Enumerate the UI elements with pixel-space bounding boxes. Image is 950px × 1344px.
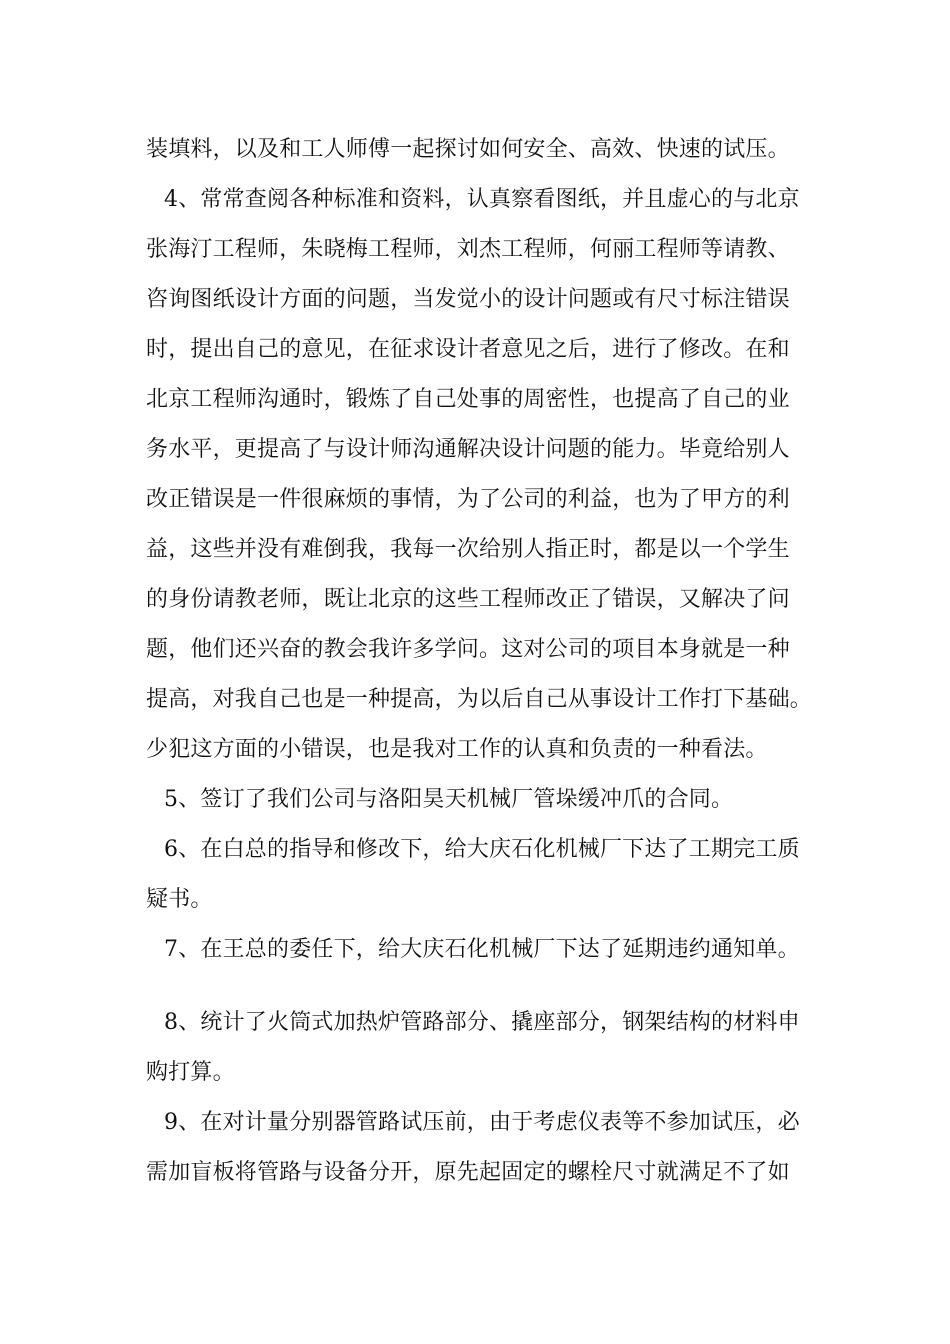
- text-line: 益，这些并没有难倒我，我每一次给别人指正时，都是以一个学生: [146, 537, 790, 562]
- text-line: 少犯这方面的小错误，也是我对工作的认真和负责的一种看法。: [146, 737, 768, 762]
- text-line: 购打算。: [146, 1060, 235, 1085]
- text-line: 时，提出自己的意见，在征求设计者意见之后，进行了修改。在和: [146, 337, 790, 362]
- text-line: 装填料，以及和工人师傅一起探讨如何安全、高效、快速的试压。: [146, 137, 790, 162]
- text-line: 北京工程师沟通时，锻炼了自己处事的周密性，也提高了自己的业: [146, 387, 790, 412]
- text-line: 的身份请教老师，既让北京的这些工程师改正了错误，又解决了问: [146, 587, 790, 612]
- text-line: 8、统计了火筒式加热炉管路部分、撬座部分，钢架结构的材料申: [164, 1010, 800, 1035]
- text-line: 提高，对我自己也是一种提高，为以后自己从事设计工作打下基础。: [146, 687, 813, 712]
- text-line: 题，他们还兴奋的教会我许多学问。这对公司的项目本身就是一种: [146, 637, 790, 662]
- text-line: 7、在王总的委任下，给大庆石化机械厂下达了延期违约通知单。: [164, 937, 800, 962]
- text-line: 9、在对计量分别器管路试压前，由于考虑仪表等不参加试压，必: [164, 1110, 800, 1135]
- text-line: 5、签订了我们公司与洛阳昊天机械厂管垛缓冲爪的合同。: [164, 787, 734, 812]
- text-line: 疑书。: [146, 887, 213, 912]
- text-line: 需加盲板将管路与设备分开，原先起固定的螺栓尺寸就满足不了如: [146, 1160, 790, 1185]
- text-line: 改正错误是一件很麻烦的事情，为了公司的利益，也为了甲方的利: [146, 487, 790, 512]
- text-line: 务水平，更提高了与设计师沟通解决设计问题的能力。毕竟给别人: [146, 437, 790, 462]
- text-line: 4、常常查阅各种标准和资料，认真察看图纸，并且虚心的与北京: [164, 187, 800, 212]
- text-line: 张海汀工程师，朱晓梅工程师，刘杰工程师，何丽工程师等请教、: [146, 237, 790, 262]
- text-line: 6、在白总的指导和修改下，给大庆石化机械厂下达了工期完工质: [164, 837, 800, 862]
- text-line: 咨询图纸设计方面的问题，当发觉小的设计问题或有尺寸标注错误: [146, 287, 790, 312]
